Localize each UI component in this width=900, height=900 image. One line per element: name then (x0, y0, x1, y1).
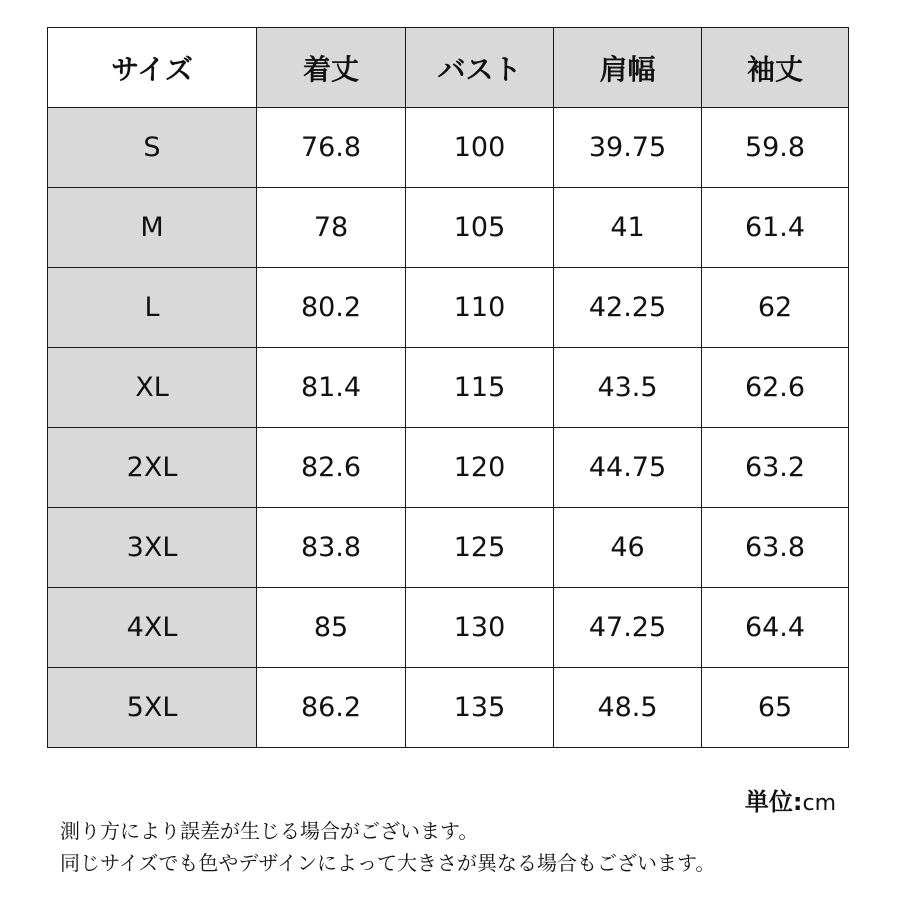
table-cell: 47.25 (554, 588, 702, 668)
unit-separator: : (792, 788, 803, 816)
table-row (48, 508, 849, 588)
unit-value: cm (802, 791, 836, 816)
header-sleeve-length: 袖丈 (702, 28, 849, 108)
size-label-cell: L (48, 268, 257, 348)
table-cell: 41 (554, 188, 702, 268)
table-row (48, 188, 849, 268)
header-bust: バスト (406, 28, 554, 108)
table-cell: 83.8 (257, 508, 406, 588)
note-measurement-error: 測り方により誤差が生じる場合がございます。 (60, 819, 479, 843)
table-row (48, 348, 849, 428)
table-cell: 46 (554, 508, 702, 588)
table-row (48, 428, 849, 508)
table-row (48, 668, 849, 748)
table-cell: 44.75 (554, 428, 702, 508)
table-cell: 105 (406, 188, 554, 268)
table-cell: 43.5 (554, 348, 702, 428)
table-cell: 80.2 (257, 268, 406, 348)
note-size-variation: 同じサイズでも色やデザインによって大きさが異なる場合もございます。 (60, 851, 716, 875)
table-header-row (48, 28, 849, 108)
unit-note (745, 782, 836, 817)
header-shoulder-width: 肩幅 (554, 28, 702, 108)
table-cell: 135 (406, 668, 554, 748)
header-length: 着丈 (257, 28, 406, 108)
size-chart-table (47, 27, 849, 748)
table-cell: 39.75 (554, 108, 702, 188)
table-cell: 65 (702, 668, 849, 748)
table-cell: 115 (406, 348, 554, 428)
table-cell: 100 (406, 108, 554, 188)
table-cell: 64.4 (702, 588, 849, 668)
table-cell: 59.8 (702, 108, 849, 188)
table-cell: 130 (406, 588, 554, 668)
table-cell: 48.5 (554, 668, 702, 748)
size-label-cell: 5XL (48, 668, 257, 748)
header-size: サイズ (48, 28, 257, 108)
table-cell: 120 (406, 428, 554, 508)
table-cell: 125 (406, 508, 554, 588)
table-cell: 81.4 (257, 348, 406, 428)
table-cell: 63.8 (702, 508, 849, 588)
table-cell: 86.2 (257, 668, 406, 748)
table-cell: 42.25 (554, 268, 702, 348)
size-label-cell: 2XL (48, 428, 257, 508)
disclaimer-notes (60, 815, 715, 879)
table-cell: 110 (406, 268, 554, 348)
table-row (48, 108, 849, 188)
table-cell: 82.6 (257, 428, 406, 508)
table-cell: 61.4 (702, 188, 849, 268)
table-cell: 62.6 (702, 348, 849, 428)
size-label-cell: XL (48, 348, 257, 428)
size-label-cell: S (48, 108, 257, 188)
size-label-cell: 4XL (48, 588, 257, 668)
table-row (48, 268, 849, 348)
size-label-cell: 3XL (48, 508, 257, 588)
table-cell: 85 (257, 588, 406, 668)
size-label-cell: M (48, 188, 257, 268)
table-cell: 78 (257, 188, 406, 268)
table-cell: 62 (702, 268, 849, 348)
unit-label: 単位 (744, 788, 793, 816)
table-cell: 63.2 (702, 428, 849, 508)
table-row (48, 588, 849, 668)
table-cell: 76.8 (257, 108, 406, 188)
